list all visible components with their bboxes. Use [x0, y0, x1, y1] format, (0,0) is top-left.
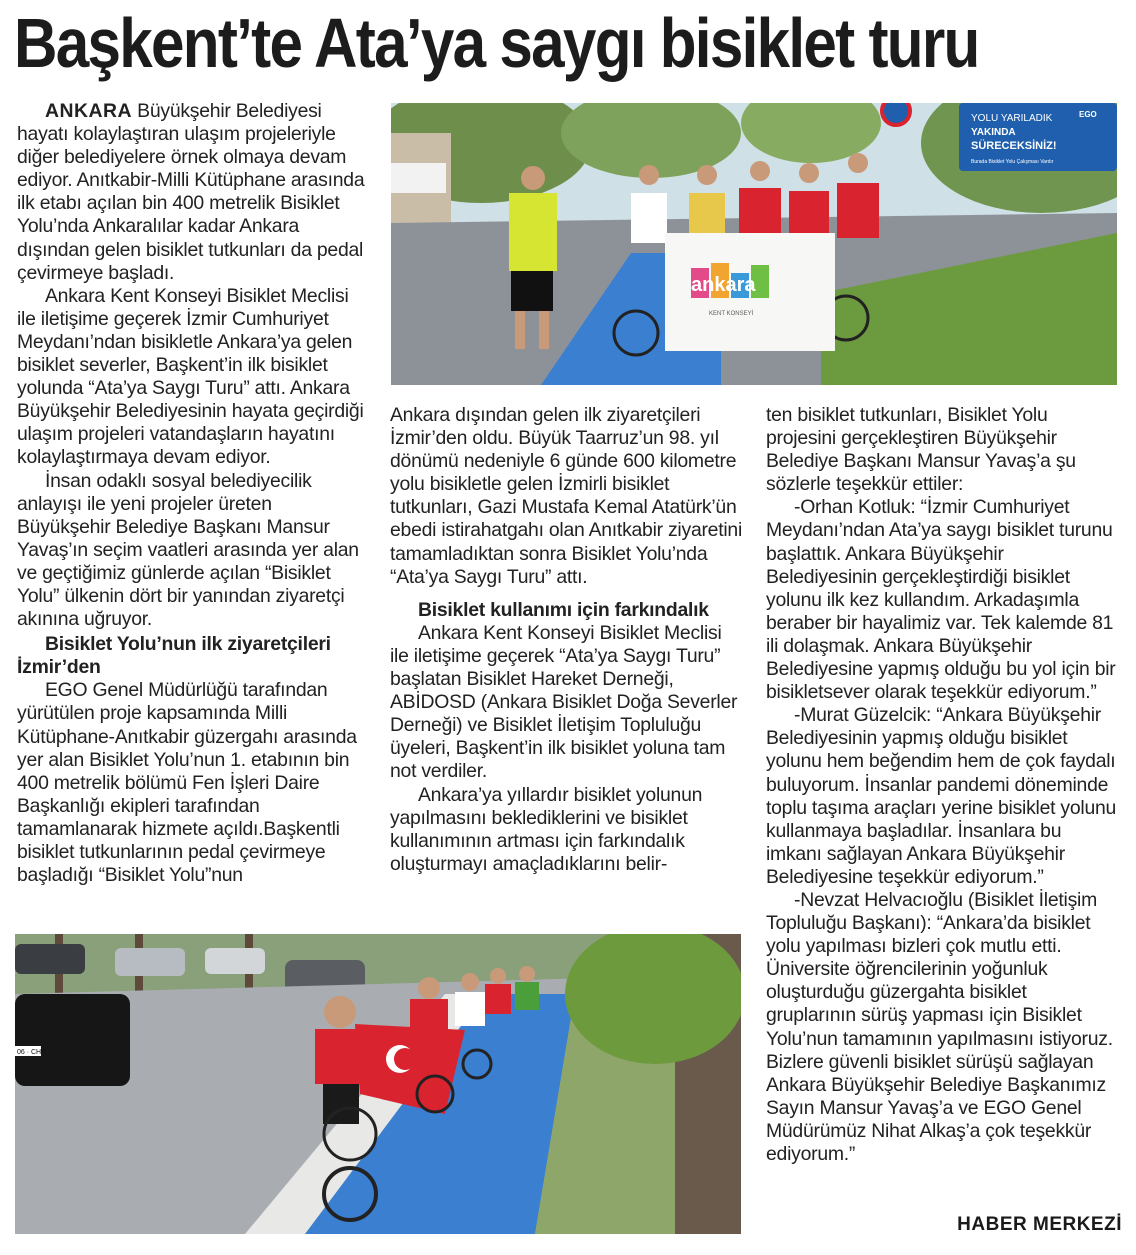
- photo-cyclists-banner: [391, 103, 1117, 385]
- quote-paragraph: -Orhan Kotluk: “İzmir Cumhuriyet Meydanı’ndan Ata’ya saygı bisiklet turunu başlattık. Ankara Büyükşehir Belediyesinin gerçekleştirdiği bisiklet yolunu ilk kez kullandım. Arkadaşımla beraber bir hayalimiz var. Tek kalemde 81 ili dolaşmak. Ankara Büyükşehir Belediyesine yapmış olduğu bu yol için bir bisikletsever olarak teşekkür ediyorum.”: [766, 496, 1116, 704]
- sign-line-3: SÜRECEKSİNİZ!: [971, 140, 1057, 152]
- quote-paragraph: -Murat Güzelcik: “Ankara Büyükşehir Belediyesinin yapmış olduğu bisiklet yolunu hem beğendim hem de çok faydalı buluyorum. İnsanlar pandemi döneminde toplu taşıma araçları yerine bisiklet yolunu kullanmaya başladılar. İnsanlara bu imkanı sağlayan Ankara Büyükşehir Belediyesine teşekkür ediyorum.”: [766, 704, 1117, 888]
- paragraph: İnsan odaklı sosyal belediyecilik anlayışı ile yeni projeler üreten Büyükşehir Belediye Başkanı Mansur Yavaş’ın seçim vaatleri arasında yer alan ve geçtiğimiz günlerde açılan “Bisiklet Yolu” ülkenin dört bir yanından ziyaretçi akınına uğruyor.: [17, 469, 359, 631]
- lead-text: Büyükşehir Belediyesi hayatı kolaylaştıran ulaşım projeleriyle diğer belediyelere örnek olmaya devam ediyor. Anıtkabir-Milli Kütüphane arasında ilk etabı açılan bin 400 metrelik Bisiklet Yolu’nda Ankaralılar kadar Ankara dışından gelen bisiklet tutkunları da pedal çevirmeye başladı.: [17, 100, 365, 284]
- paragraph: EGO Genel Müdürlüğü tarafından yürütülen proje kapsamında Milli Kütüphane-Anıtkabir güzergahı arasında yer alan Bisiklet Yolu’nun 1. etabının bin 400 metrelik bölümü Fen İşleri Daire Başkanlığı ekipleri tarafından tamamlanarak hizmete açıldı.Başkentli bisiklet tutkunlarının pedal çevirmeye başladığı “Bisiklet Yolu”nun: [17, 679, 357, 887]
- paragraph: Ankara Kent Konseyi Bisiklet Meclisi ile iletişime geçerek İzmir Cumhuriyet Meydanı’ndan bisikletle Ankara’ya gelen bisiklet severler, Başkent’in ilk bisiklet yolunda “Ata’ya Saygı Turu” attı. Ankara Büyükşehir Belediyesinin hayata geçirdiği ulaşım projeleri vatandaşların hayatını kolaylaştırmaya devam ediyor.: [17, 284, 364, 469]
- article-column-1: [17, 100, 369, 887]
- paragraph: Ankara dışından gelen ilk ziyaretçileri İzmir’den oldu. Büyük Taarruz’un 98. yıl dönümü nedeniyle 6 günde 600 kilometre yolu bisikletle gelen İzmirli bisiklet tutkunları, Gazi Mustafa Kemal Atatürk’ün ebedi istirahatgahı olan Anıtkabir ziyaretini tamamladıktan sonra Bisiklet Yolu’nda “Ata’ya Saygı Turu” attı.: [390, 404, 743, 588]
- quote-paragraph: -Nevzat Helvacıoğlu (Bisiklet İletişim Topluluğu Başkanı): “Ankara’da bisiklet yolu yapılması bizleri çok mutlu etti. Üniversite öğrencilerinin yoğunluk oluşturduğu güzergahta bisiklet gruplarının sürüş yapması için Bisiklet Yolu’nun tamamının yapılmasını istiyoruz. Bizlere güvenli bisiklet sürüşü sağlayan Ankara Büyükşehir Belediye Başkanımız Sayın Mansur Yavaş’a ve EGO Genel Müdürümüz Nihat Alkaş’a çok teşekkür ediyorum.”: [766, 888, 1113, 1165]
- sign-line-2: YAKINDA: [971, 127, 1016, 138]
- subheading: Bisiklet Yolu’nun ilk ziyaretçileri İzmir’den: [17, 633, 331, 679]
- article-column-3: [766, 404, 1118, 1166]
- article-column-2: [390, 404, 742, 876]
- banner-small: KENT KONSEYİ: [709, 311, 754, 317]
- paragraph: Ankara’ya yıllardır bisiklet yolunun yapılmasını beklediklerini ve bisiklet kullanımının artması için farkındalık oluşturmayı amaçladıklarını belir-: [390, 783, 703, 875]
- headline: Başkent’te Ata’ya saygı bisiklet turu: [14, 4, 979, 82]
- black-car: [15, 994, 130, 1086]
- paragraph-lead: [17, 100, 369, 285]
- subheading: Bisiklet kullanımı için farkındalık: [418, 598, 709, 621]
- banner-text: ankara: [691, 274, 756, 296]
- dateline: ANKARA: [45, 100, 133, 122]
- byline: HABER MERKEZİ: [957, 1214, 1122, 1235]
- license-plate: 06 · CHP: [17, 1049, 46, 1056]
- sign-line-1: YOLU YARILADIK: [971, 113, 1053, 124]
- paragraph: ten bisiklet tutkunları, Bisiklet Yolu projesini gerçekleştiren Büyükşehir Belediye Başkanı Mansur Yavaş’a şu sözlerle teşekkür ettiler:: [766, 404, 1076, 496]
- photo-cyclists-riding: [15, 934, 741, 1234]
- paragraph: Ankara Kent Konseyi Bisiklet Meclisi ile iletişime geçerek “Ata’ya Saygı Turu” başlatan Bisiklet Hareket Derneği, ABİDOSD (Ankara Bisiklet Doğa Severler Derneği) ve Bisiklet İletişim Topluluğu üyeleri, Başkent’in ilk bisiklet yoluna tam not verdiler.: [390, 621, 738, 783]
- sign-small: Burada Bisiklet Yolu Çalışması Vardır: [971, 159, 1054, 165]
- sign-logo: EGO: [1079, 110, 1097, 119]
